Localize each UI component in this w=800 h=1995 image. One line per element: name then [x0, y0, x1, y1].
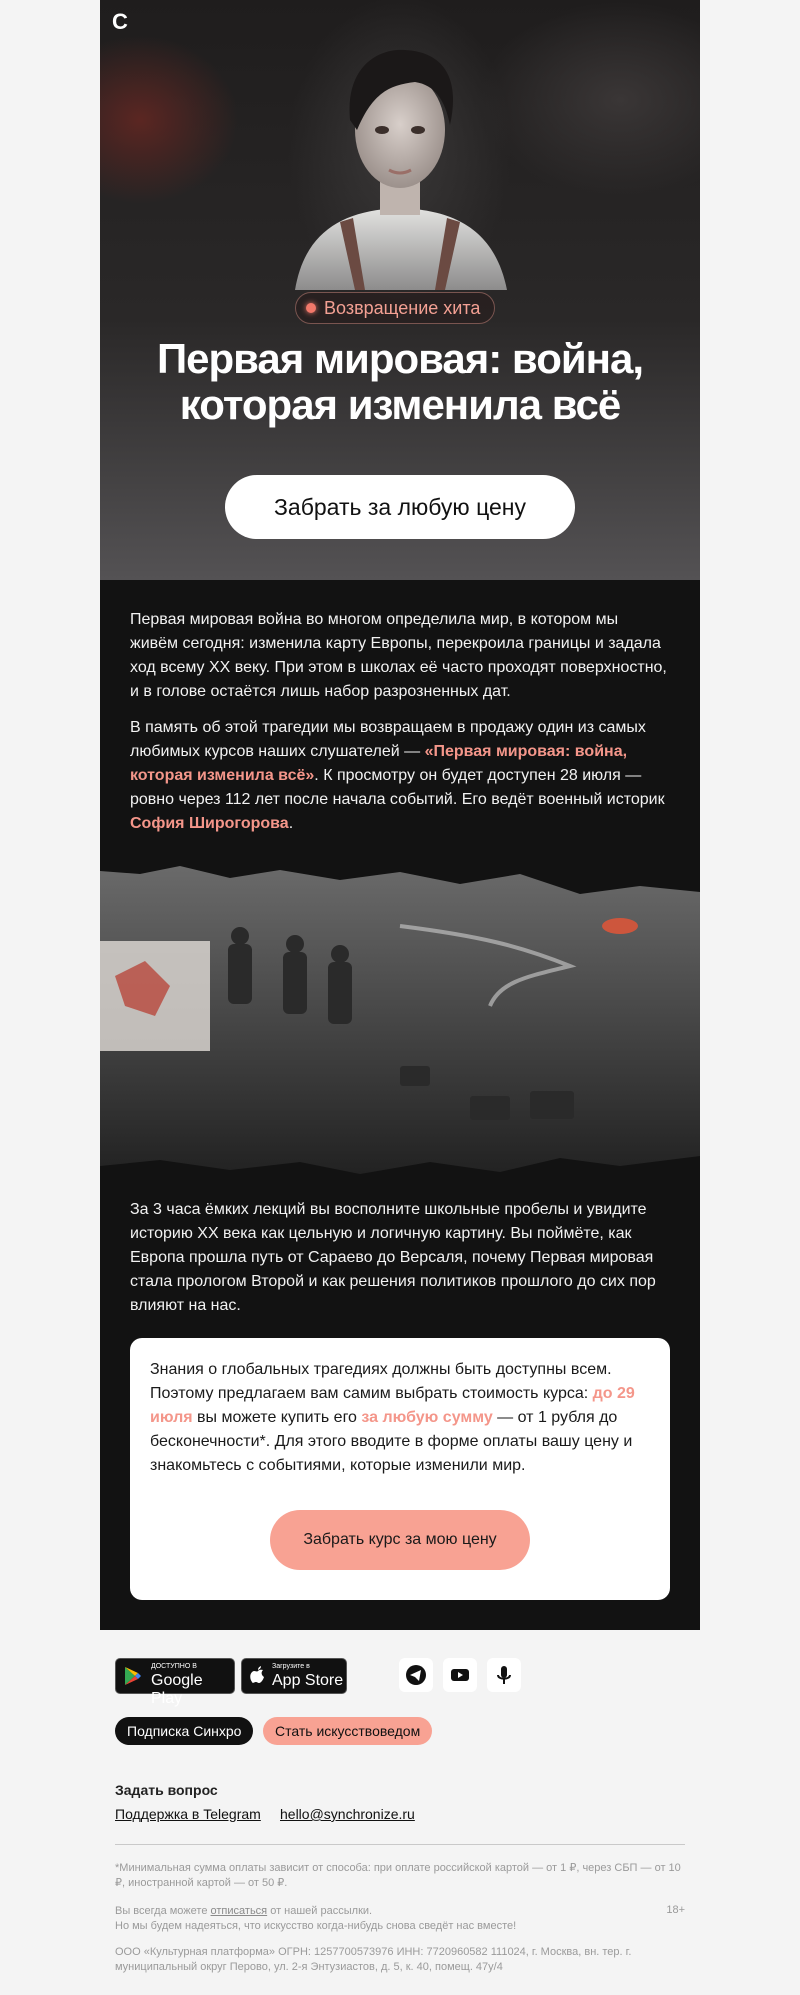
ask-question-title: Задать вопрос — [115, 1782, 218, 1798]
intro-text — [100, 580, 700, 836]
hero-title — [100, 336, 700, 428]
telegram-support-link[interactable]: Поддержка в Telegram — [115, 1806, 261, 1822]
deadline-highlight: до 29 июля — [150, 1385, 635, 1426]
details-paragraph: За 3 часа ёмких лекций вы восполните школьные пробелы и увидите историю XX века как цельную и логичную картину. Вы поймёте, как Европа прошла путь от Сараево до Версаля, почему Первая мировая стала прологом Второй и как решения политиков прошлого до сих пор влияют на нас. — [130, 1201, 656, 1314]
details-text — [100, 1176, 700, 1318]
buy-my-price-button[interactable]: Забрать курс за мою цену — [270, 1510, 530, 1570]
pricing-text-b: вы можете купить его — [192, 1409, 362, 1426]
hero-title-line2: которая изменила всё — [179, 381, 621, 428]
legal-text: ООО «Культурная платформа» ОГРН: 1257700573976 ИНН: 7720960582 111024, г. Москва, вн. тер. г. муниципальный округ Перово, ул. 2-я Энтузиастов, д. 5, к. 40, помещ. 47у/4 — [115, 1946, 632, 1973]
author-link[interactable]: София Широгорова — [130, 815, 289, 832]
pricing-text-a: Знания о глобальных трагедиях должны быть доступны всем. Поэтому предлагаем вам самим выбрать стоимость курса: — [150, 1361, 612, 1402]
course-link[interactable]: «Первая мировая: война, которая изменила всё» — [130, 743, 628, 784]
youtube-button[interactable] — [443, 1658, 477, 1692]
app-store-button[interactable] — [241, 1658, 347, 1694]
portrait-image — [285, 30, 515, 290]
podcast-button[interactable] — [487, 1658, 521, 1692]
unsub-text-c: Но мы будем надеяться, что искусство когда-нибудь снова сведёт нас вместе! — [115, 1920, 517, 1932]
intro-text-a: В память об этой трагедии мы возвращаем в продажу один из самых любимых курсов наших слушателей — — [130, 719, 646, 760]
unsub-text-a: Вы всегда можете — [115, 1905, 211, 1917]
google-play-icon — [124, 1666, 142, 1686]
age-rating: 18+ — [666, 1904, 685, 1916]
google-play-small: ДОСТУПНО В — [151, 1663, 197, 1670]
email-link[interactable]: hello@synchronize.ru — [280, 1806, 415, 1822]
unsub-text-b: от нашей рассылки. — [267, 1905, 373, 1917]
war-illustration — [100, 866, 700, 1176]
hero-section — [100, 0, 700, 580]
app-store-label: App Store — [272, 1672, 344, 1689]
google-play-label: Google Play — [151, 1672, 203, 1707]
youtube-icon — [443, 1658, 477, 1692]
subscription-pill[interactable]: Подписка Синхро — [115, 1717, 253, 1745]
google-play-button[interactable] — [115, 1658, 235, 1707]
telegram-icon — [399, 1658, 433, 1692]
intro-text-b: . К просмотру он будет доступен 28 июля — ровно через 112 лет после начала событий. Его ведёт военный историк — [130, 767, 665, 808]
hit-badge — [295, 292, 495, 324]
art-pill[interactable]: Стать искусствоведом — [263, 1717, 432, 1745]
badge-label: Возвращение хита — [324, 298, 481, 318]
hero-title-line1: Первая мировая: война, — [156, 335, 644, 382]
price-note: *Минимальная сумма оплаты зависит от способа: при оплате российской картой — от 1 ₽, через СБП — от 10 ₽, иностранной картой — от 50 ₽. — [115, 1862, 681, 1889]
email-body — [100, 0, 700, 1630]
intro-paragraph-2 — [130, 716, 670, 836]
app-store-small: Загрузите в — [272, 1663, 310, 1670]
telegram-button[interactable] — [399, 1658, 433, 1692]
pricing-text-c: — от 1 рубля до бесконечности*. Для этого вводите в форме оплаты вашу цену и знакомьтесь с событиями, которые изменили мир. — [150, 1409, 633, 1474]
unsubscribe-note — [115, 1904, 635, 1934]
microphone-icon — [487, 1658, 521, 1692]
footer-divider — [115, 1844, 685, 1845]
any-price-highlight: за любую сумму — [361, 1409, 493, 1426]
logo[interactable]: С — [112, 9, 128, 34]
pricing-card — [130, 1338, 670, 1600]
unsubscribe-link[interactable]: отписаться — [210, 1905, 268, 1917]
intro-text-c: . — [288, 815, 294, 832]
apple-icon — [250, 1666, 266, 1685]
pricing-text — [150, 1358, 650, 1478]
buy-any-price-button[interactable]: Забрать за любую цену — [225, 475, 575, 539]
intro-paragraph-1: Первая мировая война во многом определила мир, в котором мы живём сегодня: изменила карту Европы, перекроила границы и задала ход всему XX веку. При этом в школах её часто проходят поверхностно, и в голове остаётся лишь набор разрозненных дат. — [130, 611, 667, 700]
email-spacer — [100, 1600, 700, 1630]
live-dot-icon — [306, 303, 316, 313]
